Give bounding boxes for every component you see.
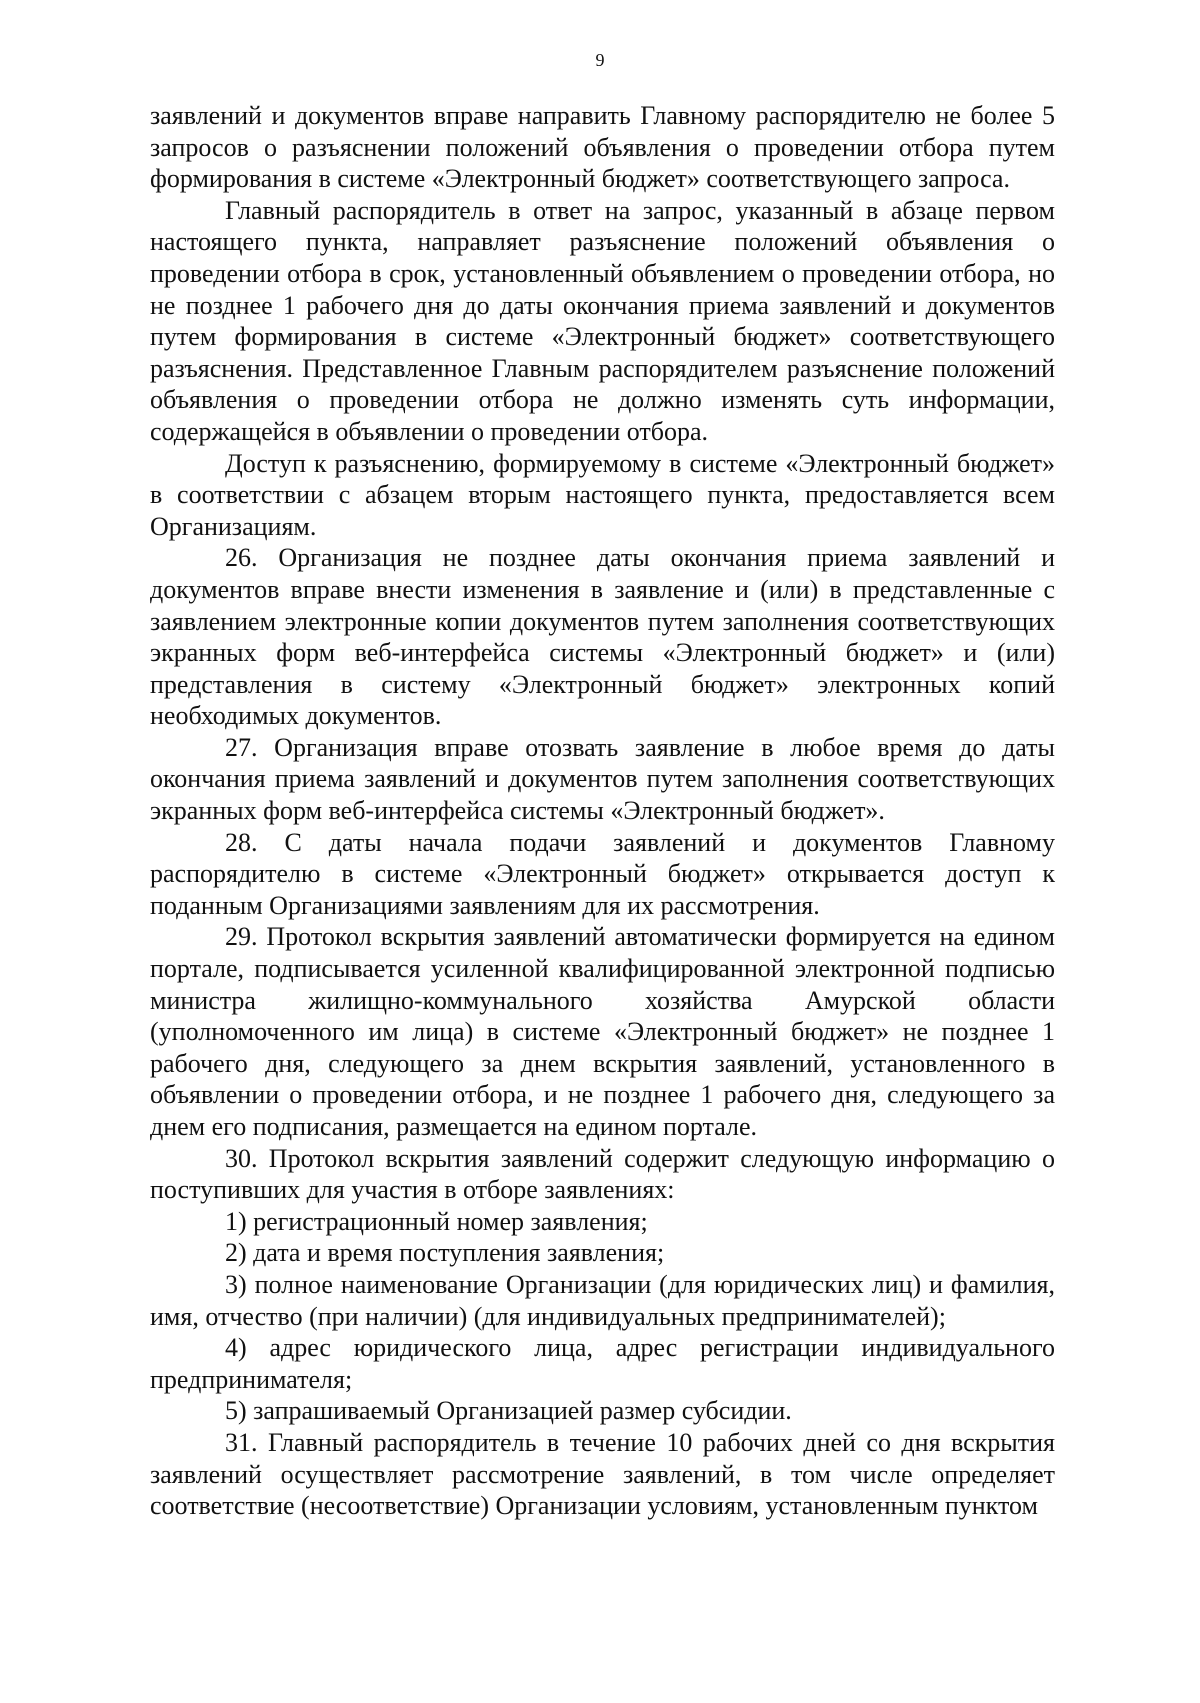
list-item: 2) дата и время поступления заявления; <box>225 1238 665 1268</box>
paragraph-item-26: 26. Организация не позднее даты окончания приема заявлений и документов вправе внести изменения в заявление и (или) в представленные с заявлением электронные копии документов путем заполнения соответствующих экранных форм веб-интерфейса системы «Электронный бюджет» и (или) представления в систему «Электронный бюджет» электронных копий необходимых документов. <box>150 543 1055 731</box>
document-body <box>150 100 1055 1522</box>
paragraph: Доступ к разъяснению, формируемому в системе «Электронный бюджет» в соответствии с абзацем вторым настоящего пункта, предоставляется всем Организациям. <box>150 448 1055 541</box>
paragraph-item-27: 27. Организация вправе отозвать заявление в любое время до даты окончания приема заявлений и документов путем заполнения соответствующих экранных форм веб-интерфейса системы «Электронный бюджет». <box>150 732 1055 826</box>
page-number: 9 <box>595 50 605 70</box>
list-item: 1) регистрационный номер заявления; <box>225 1206 648 1236</box>
paragraph-item-31: 31. Главный распорядитель в течение 10 рабочих дней со дня вскрытия заявлений осуществляет рассмотрение заявлений, в том числе определяет соответствие (несоответствие) Организации условиям, установленным пунктом <box>150 1427 1055 1521</box>
list-item: 3) полное наименование Организации (для юридических лиц) и фамилия, имя, отчество (при наличии) (для индивидуальных предпринимателей); <box>150 1269 1055 1331</box>
paragraph-continuation: заявлений и документов вправе направить Главному распорядителю не более 5 запросов о разъяснении положений объявления о проведении отбора путем формирования в системе «Электронный бюджет» соответствующего запроса. <box>150 101 1055 194</box>
paragraph-item-28: 28. С даты начала подачи заявлений и документов Главному распорядителю в системе «Электронный бюджет» открывается доступ к поданным Организациями заявлениям для их рассмотрения. <box>150 827 1055 920</box>
paragraph-item-30: 30. Протокол вскрытия заявлений содержит следующую информацию о поступивших для участия в отборе заявлениях: <box>150 1143 1055 1205</box>
paragraph-item-29: 29. Протокол вскрытия заявлений автоматически формируется на едином портале, подписывается усиленной квалифицированной электронной подписью министра жилищно-коммунального хозяйства Амурской области (уполномоченного им лица) в системе «Электронный бюджет» не позднее 1 рабочего дня, следующего за днем вскрытия заявлений, установленного в объявлении о проведении отбора, и не позднее 1 рабочего дня, следующего за днем его подписания, размещается на едином портале. <box>150 922 1055 1141</box>
list-item: 5) запрашиваемый Организацией размер субсидии. <box>225 1396 792 1426</box>
list-item: 4) адрес юридического лица, адрес регистрации индивидуального предпринимателя; <box>150 1333 1055 1394</box>
paragraph: Главный распорядитель в ответ на запрос, указанный в абзаце первом настоящего пункта, направляет разъяснение положений объявления о проведении отбора в срок, установленный объявлением о проведении отбора, но не позднее 1 рабочего дня до даты окончания приема заявлений и документов путем формирования в системе «Электронный бюджет» соответствующего разъяснения. Представленное Главным распорядителем разъяснение положений объявления о проведении отбора не должно изменять суть информации, содержащейся в объявлении о проведении отбора. <box>150 195 1055 446</box>
